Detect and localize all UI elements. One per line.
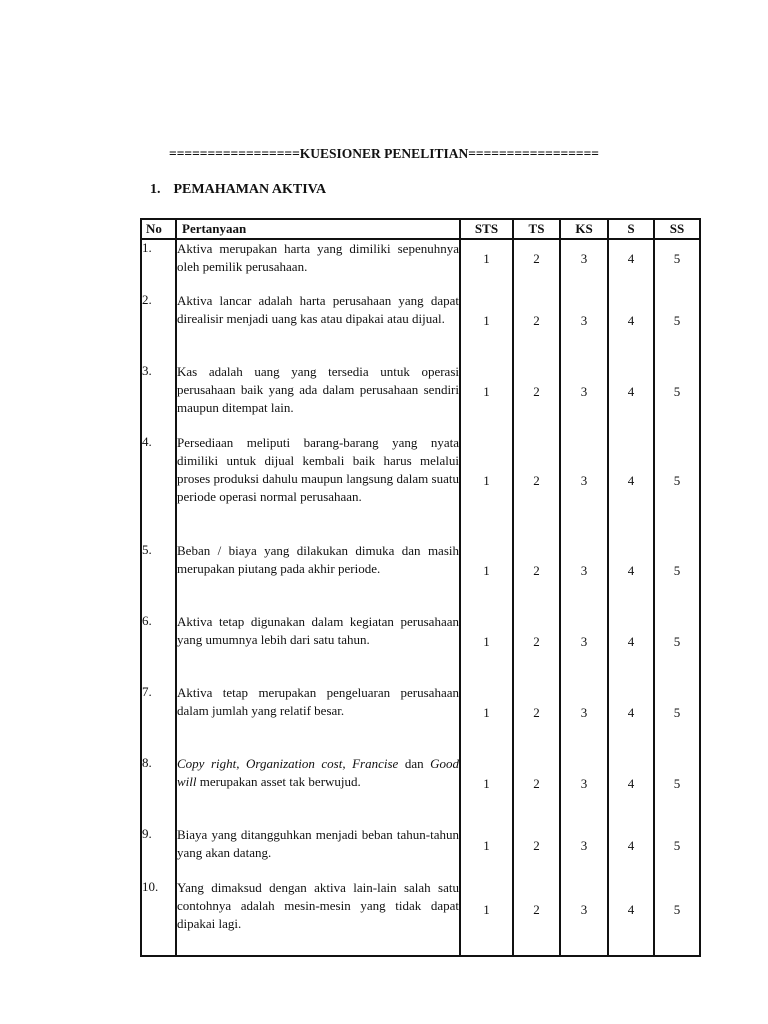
score-s[interactable]: 4 [608, 239, 654, 292]
score-ks[interactable]: 3 [560, 755, 608, 826]
score-ss[interactable]: 5 [654, 826, 700, 879]
score-sts[interactable]: 1 [460, 755, 513, 826]
row-number: 1. [141, 239, 176, 292]
score-s[interactable]: 4 [608, 292, 654, 363]
score-sts[interactable]: 1 [460, 879, 513, 956]
score-ss[interactable]: 5 [654, 613, 700, 684]
score-ks[interactable]: 3 [560, 434, 608, 542]
score-ks[interactable]: 3 [560, 684, 608, 755]
table-row [141, 363, 700, 434]
row-number: 6. [141, 613, 176, 684]
score-s[interactable]: 4 [608, 879, 654, 956]
row-number: 8. [141, 755, 176, 826]
score-ts[interactable]: 2 [513, 542, 560, 613]
question-text: Aktiva tetap merupakan pengeluaran perusahaan dalam jumlah yang relatif besar. [176, 684, 460, 755]
question-text: Yang dimaksud dengan aktiva lain-lain salah satu contohnya adalah mesin-mesin yang tidak dapat dipakai lagi. [176, 879, 460, 956]
score-ss[interactable]: 5 [654, 363, 700, 434]
row-number: 3. [141, 363, 176, 434]
table-row [141, 292, 700, 363]
score-s[interactable]: 4 [608, 826, 654, 879]
score-ss[interactable]: 5 [654, 239, 700, 292]
header-ts: TS [513, 219, 560, 239]
score-s[interactable]: 4 [608, 755, 654, 826]
score-sts[interactable]: 1 [460, 826, 513, 879]
score-s[interactable]: 4 [608, 684, 654, 755]
score-ts[interactable]: 2 [513, 826, 560, 879]
row-number: 10. [141, 879, 176, 956]
question-text: Aktiva tetap digunakan dalam kegiatan perusahaan yang umumnya lebih dari satu tahun. [176, 613, 460, 684]
question-text: Biaya yang ditangguhkan menjadi beban tahun-tahun yang akan datang. [176, 826, 460, 879]
score-ts[interactable]: 2 [513, 434, 560, 542]
table-header-row [141, 219, 700, 239]
score-ts[interactable]: 2 [513, 684, 560, 755]
score-ss[interactable]: 5 [654, 755, 700, 826]
question-italic-2: Good will [177, 756, 459, 789]
score-s[interactable]: 4 [608, 613, 654, 684]
header-s: S [608, 219, 654, 239]
score-sts[interactable]: 1 [460, 684, 513, 755]
question-text: Beban / biaya yang dilakukan dimuka dan masih merupakan piutang pada akhir periode. [176, 542, 460, 613]
header-sts: STS [460, 219, 513, 239]
header-question: Pertanyaan [176, 219, 460, 239]
table-row [141, 434, 700, 542]
score-ss[interactable]: 5 [654, 879, 700, 956]
score-ts[interactable]: 2 [513, 363, 560, 434]
row-number: 2. [141, 292, 176, 363]
table-row [141, 755, 700, 826]
score-sts[interactable]: 1 [460, 542, 513, 613]
section-number: 1. [150, 182, 161, 197]
table-row [141, 239, 700, 292]
question-plain-2: merupakan asset tak berwujud. [199, 774, 361, 789]
score-sts[interactable]: 1 [460, 613, 513, 684]
score-ks[interactable]: 3 [560, 826, 608, 879]
score-ts[interactable]: 2 [513, 879, 560, 956]
document-title: =================KUESIONER PENELITIAN================= [169, 146, 599, 161]
score-ks[interactable]: 3 [560, 292, 608, 363]
question-text [176, 755, 460, 826]
row-number: 9. [141, 826, 176, 879]
row-number: 7. [141, 684, 176, 755]
table-row [141, 879, 700, 956]
question-text: Aktiva lancar adalah harta perusahaan yang dapat direalisir menjadi uang kas atau dipakai atau dijual. [176, 292, 460, 363]
score-s[interactable]: 4 [608, 434, 654, 542]
score-ks[interactable]: 3 [560, 542, 608, 613]
score-s[interactable]: 4 [608, 363, 654, 434]
score-ss[interactable]: 5 [654, 542, 700, 613]
question-plain-1: dan [404, 756, 424, 771]
score-ks[interactable]: 3 [560, 239, 608, 292]
score-sts[interactable]: 1 [460, 363, 513, 434]
score-ts[interactable]: 2 [513, 292, 560, 363]
score-ts[interactable]: 2 [513, 613, 560, 684]
score-ks[interactable]: 3 [560, 363, 608, 434]
header-no: No [141, 219, 176, 239]
row-number: 5. [141, 542, 176, 613]
row-number: 4. [141, 434, 176, 542]
score-ks[interactable]: 3 [560, 613, 608, 684]
score-s[interactable]: 4 [608, 542, 654, 613]
score-sts[interactable]: 1 [460, 434, 513, 542]
header-ks: KS [560, 219, 608, 239]
score-ts[interactable]: 2 [513, 755, 560, 826]
score-ss[interactable]: 5 [654, 684, 700, 755]
table-row [141, 684, 700, 755]
score-ss[interactable]: 5 [654, 292, 700, 363]
score-ss[interactable]: 5 [654, 434, 700, 542]
question-text: Kas adalah uang yang tersedia untuk operasi perusahaan baik yang ada dalam perusahaan sendiri maupun ditempat lain. [176, 363, 460, 434]
question-text: Persediaan meliputi barang-barang yang nyata dimiliki untuk dijual kembali baik harus melalui proses produksi dahulu maupun langsung dalam suatu periode operasi normal perusahaan. [176, 434, 460, 542]
question-text: Aktiva merupakan harta yang dimiliki sepenuhnya oleh pemilik perusahaan. [176, 239, 460, 292]
section-title: PEMAHAMAN AKTIVA [173, 182, 327, 197]
table-row [141, 542, 700, 613]
score-ts[interactable]: 2 [513, 239, 560, 292]
questionnaire-table [140, 218, 701, 957]
score-ks[interactable]: 3 [560, 879, 608, 956]
question-italic-1: Copy right, Organization cost, Francise [177, 756, 399, 771]
table-row [141, 826, 700, 879]
score-sts[interactable]: 1 [460, 239, 513, 292]
header-ss: SS [654, 219, 700, 239]
section-heading [150, 182, 326, 198]
score-sts[interactable]: 1 [460, 292, 513, 363]
table-row [141, 613, 700, 684]
